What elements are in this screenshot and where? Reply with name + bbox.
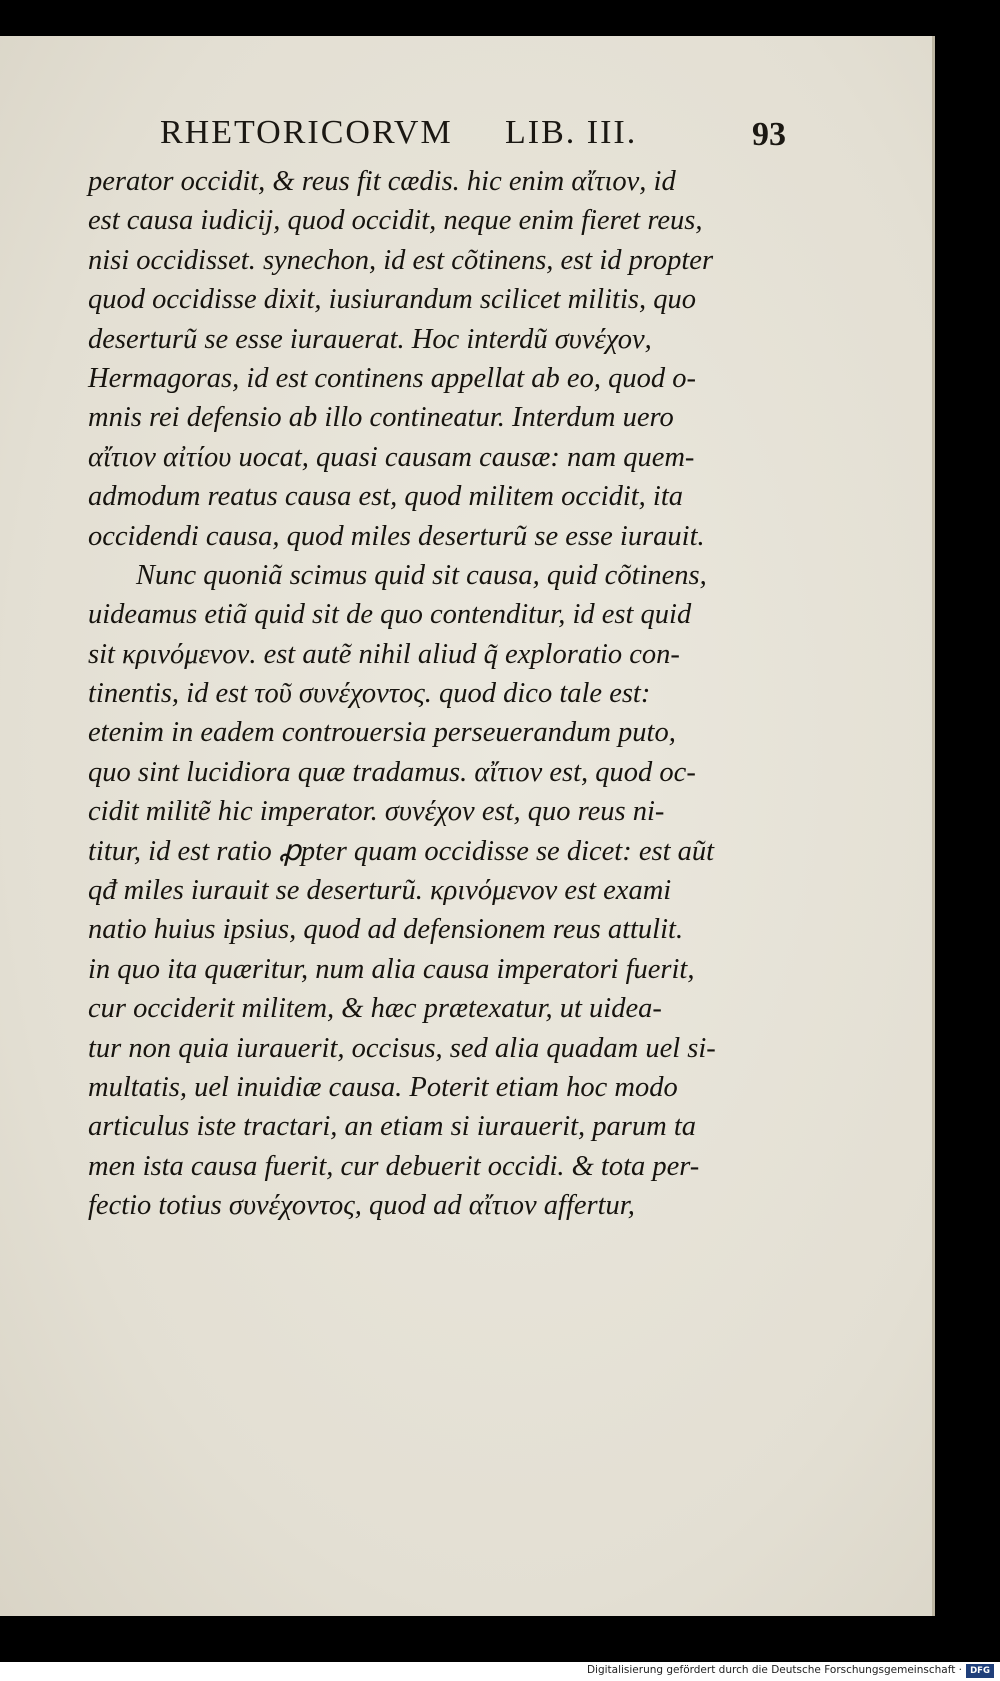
- text-line: quod occidisse dixit, iusiurandum scilicet militis, quo: [88, 284, 696, 316]
- text-line: in quo ita quæritur, num alia causa imperatori fuerit,: [88, 953, 695, 985]
- digitization-credit: Digitalisierung gefördert durch die Deutsche Forschungsgemeinschaft ·: [586, 1664, 962, 1676]
- text-line: natio huius ipsius, quod ad defensionem reus attulit.: [88, 914, 684, 946]
- text-line: men ista causa fuerit, cur debuerit occidi. & tota per-: [88, 1150, 700, 1182]
- text-line: tinentis, id est τοῦ συνέχοντος. quod dico tale est:: [88, 678, 651, 710]
- text-line: quo sint lucidiora quæ tradamus. αἴτιον est, quod oc-: [88, 756, 696, 788]
- text-line: fectio totius συνέχοντος, quod ad αἴτιον affertur,: [88, 1190, 635, 1222]
- text-line: sit κρινόμενον. est autẽ nihil aliud q̃ exploratio con-: [88, 638, 680, 670]
- running-head-book: LIB. III.: [505, 114, 638, 151]
- text-line: tur non quia iurauerit, occisus, sed alia quadam uel si-: [88, 1032, 716, 1064]
- text-line: αἴτιον αἰτίου uocat, quasi causam causæ: nam quem-: [88, 441, 695, 473]
- text-line: qđ miles iurauit se deserturũ. κρινόμενον est exami: [88, 875, 672, 907]
- text-line: cidit militẽ hic imperator. συνέχον est, quo reus ni-: [88, 796, 665, 828]
- text-line: articulus iste tractari, an etiam si iurauerit, parum ta: [88, 1111, 697, 1143]
- running-head: [160, 114, 680, 158]
- text-line: etenim in eadem controuersia perseuerandum puto,: [88, 717, 676, 749]
- text-line: multatis, uel inuidiæ causa. Poterit etiam hoc modo: [88, 1071, 678, 1103]
- text-line: admodum reatus causa est, quod militem occidit, ita: [88, 481, 684, 513]
- dfg-logo-icon: DFG: [966, 1664, 994, 1678]
- text-line: occidendi causa, quod miles deserturũ se esse iurauit.: [88, 520, 705, 552]
- running-head-title: RHETORICORVM: [160, 114, 453, 151]
- page-number: 93: [752, 116, 786, 153]
- text-line: nisi occidisset. synechon, id est cõtinens, est id propter: [88, 244, 714, 276]
- text-block: [88, 162, 788, 1226]
- text-line: perator occidit, & reus fit cædis. hic enim αἴτιον, id: [88, 166, 676, 197]
- text-line: deserturũ se esse iurauerat. Hoc interdũ συνέχον,: [88, 323, 652, 355]
- text-line: uideamus etiã quid sit de quo contenditur, id est quid: [88, 599, 692, 631]
- text-line: est causa iudicij, quod occidit, neque enim fieret reus,: [88, 205, 703, 237]
- text-line: mnis rei defensio ab illo contineatur. Interdum uero: [88, 402, 674, 434]
- text-line: Hermagoras, id est continens appellat ab eo, quod o-: [88, 362, 696, 394]
- footer-bar: [0, 1662, 1000, 1681]
- book-page: [0, 36, 935, 1616]
- text-line: titur, id est ratio ꝓpter quam occidisse se dicet: est aũt: [88, 835, 715, 867]
- text-line-paragraph-start: Nunc quoniã scimus quid sit causa, quid cõtinens,: [136, 559, 707, 591]
- text-line: cur occiderit militem, & hæc prætexatur, ut uidea-: [88, 993, 662, 1025]
